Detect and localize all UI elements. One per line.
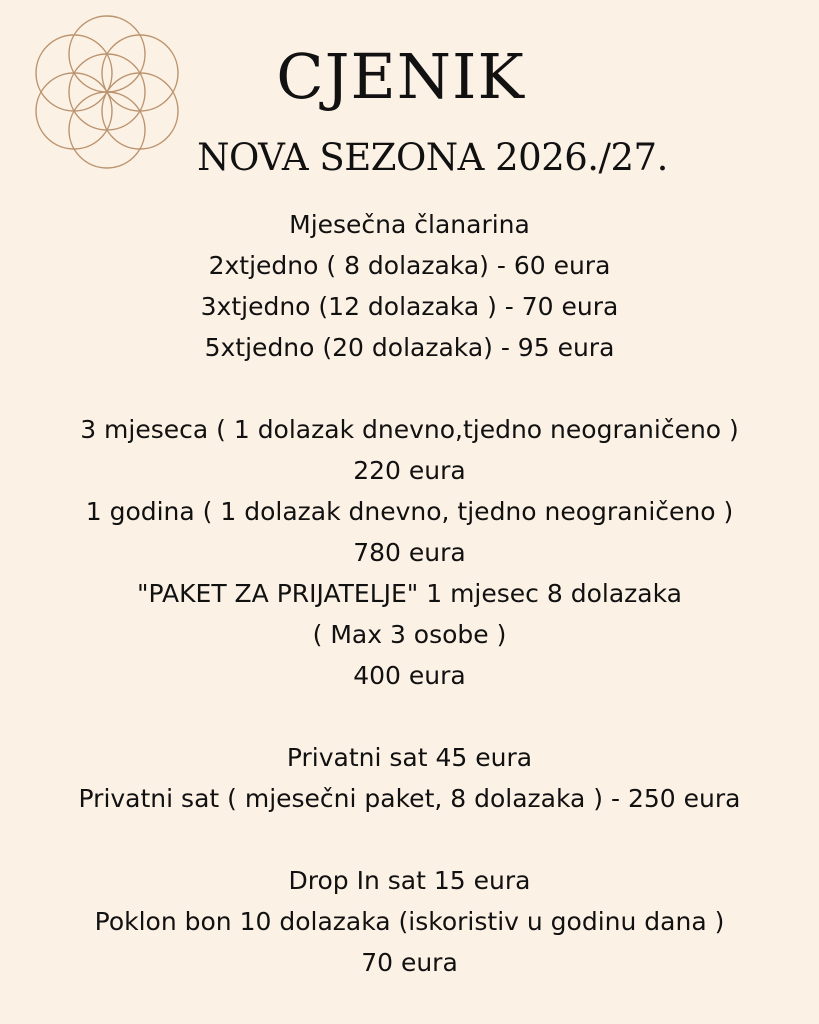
- price-line: Poklon bon 10 dolazaka (iskoristiv u godinu dana ): [94, 907, 725, 936]
- page-subtitle: NOVA SEZONA 2026./27.: [197, 136, 668, 179]
- price-line: 70 eura: [361, 948, 458, 977]
- price-line: 3 mjeseca ( 1 dolazak dnevno,tjedno neograničeno ): [80, 415, 739, 444]
- price-line: 780 eura: [353, 538, 466, 567]
- price-line: 3xtjedno (12 dolazaka ) - 70 eura: [200, 292, 619, 321]
- price-line-membership-heading: Mjesečna članarina: [289, 210, 530, 239]
- blank-line: [0, 368, 819, 409]
- price-line: 1 godina ( 1 dolazak dnevno, tjedno neograničeno ): [85, 497, 734, 526]
- price-line: ( Max 3 osobe ): [312, 620, 507, 649]
- price-line: "PAKET ZA PRIJATELJE" 1 mjesec 8 dolazaka: [137, 579, 682, 608]
- blank-line: [0, 696, 819, 737]
- price-list: [0, 204, 819, 983]
- price-line: 5xtjedno (20 dolazaka) - 95 eura: [204, 333, 615, 362]
- price-line: 2xtjedno ( 8 dolazaka) - 60 eura: [208, 251, 611, 280]
- page-title: CJENIK: [276, 40, 525, 113]
- price-line: 220 eura: [353, 456, 466, 485]
- price-line: 400 eura: [353, 661, 466, 690]
- price-line: Privatni sat ( mjesečni paket, 8 dolazaka ) - 250 eura: [78, 784, 741, 813]
- blank-line: [0, 819, 819, 860]
- price-line: Privatni sat 45 eura: [286, 743, 533, 772]
- price-line: Drop In sat 15 eura: [288, 866, 531, 895]
